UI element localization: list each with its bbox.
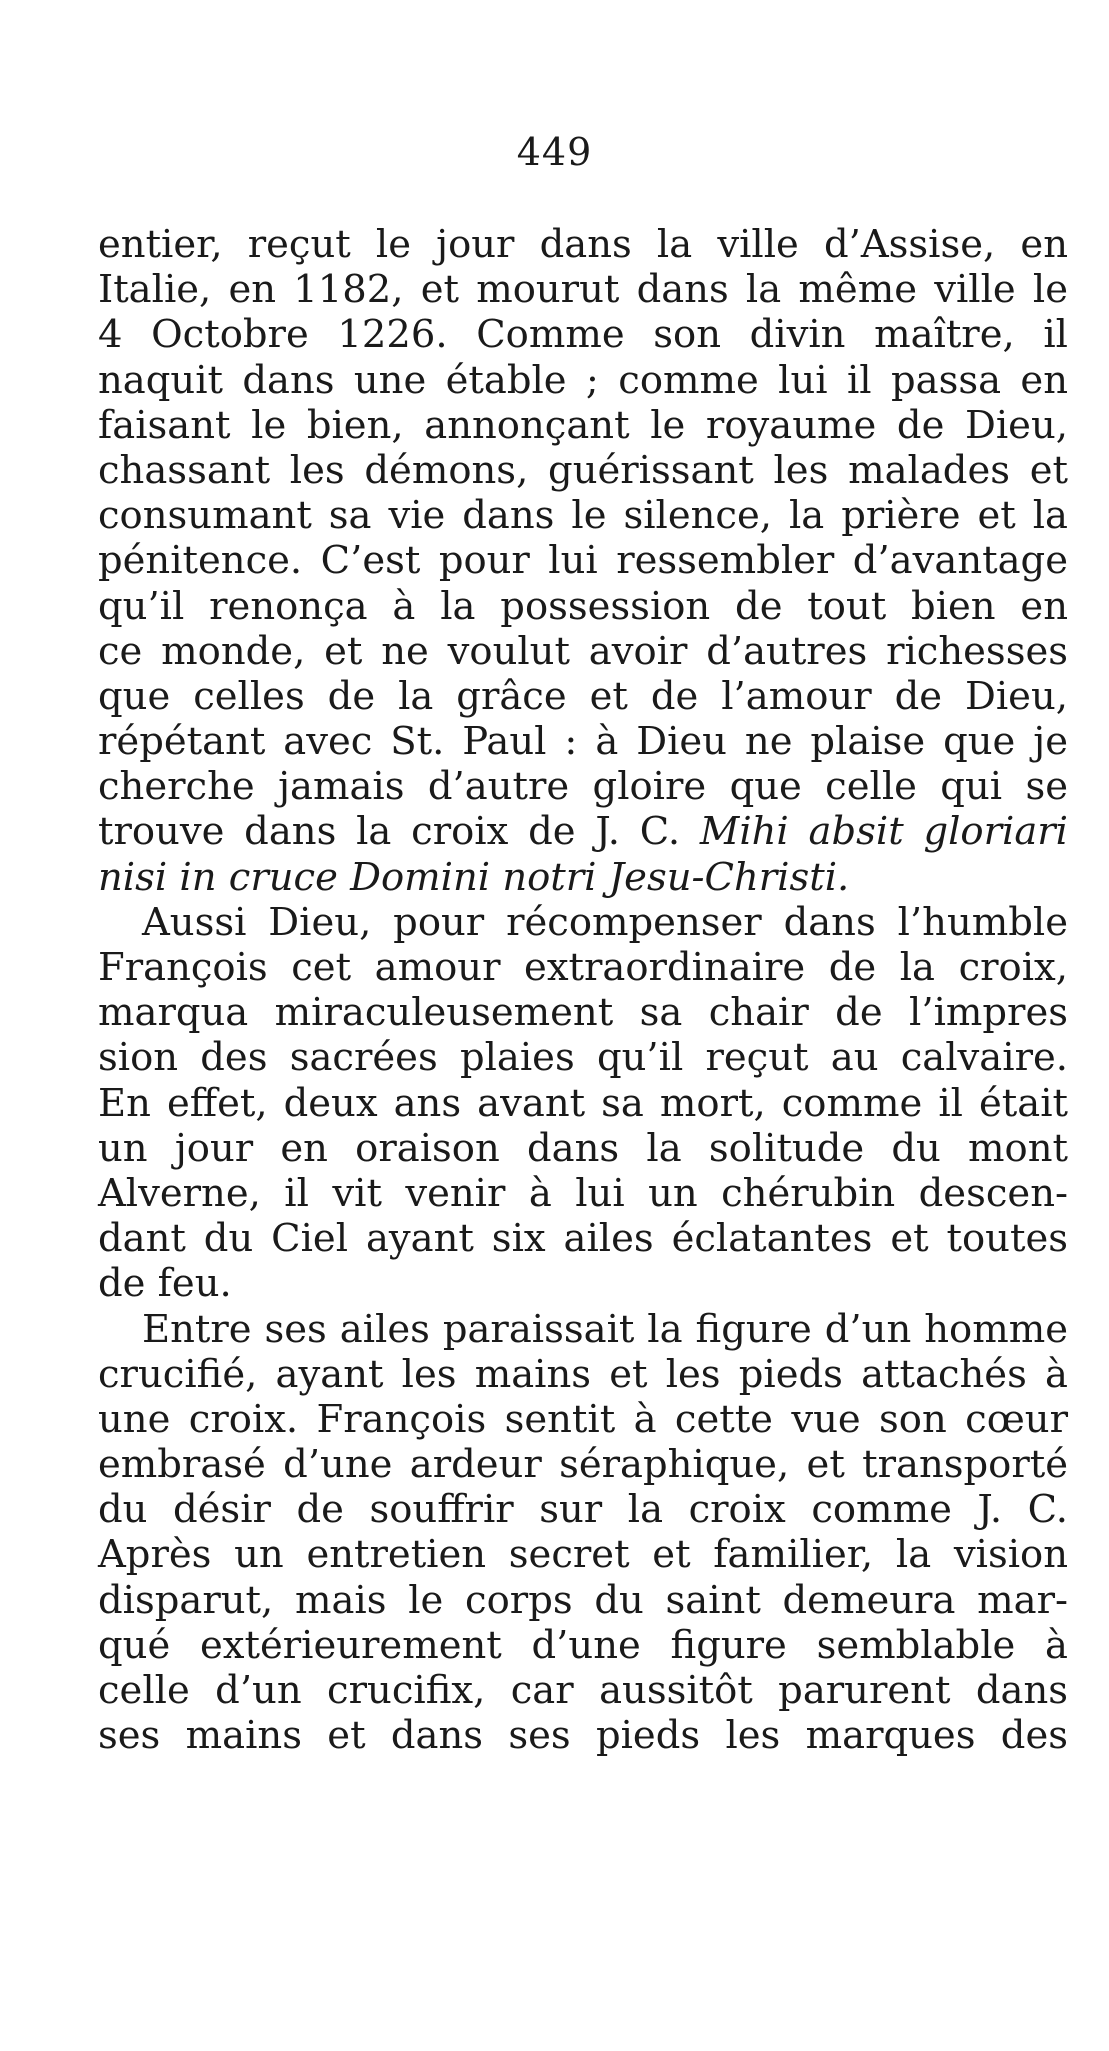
- text-line: [98, 1307, 1068, 1352]
- text-line-roman: crucifié, ayant les mains et les pieds attachés à: [98, 1351, 1068, 1397]
- paragraph: [98, 1307, 1068, 1759]
- text-line-roman: de feu.: [98, 1261, 232, 1307]
- text-line-roman: En effet, deux ans avant sa mort, comme il était: [98, 1080, 1068, 1126]
- text-line-roman: Alverne, il vit venir à lui un chérubin descen-: [98, 1170, 1068, 1216]
- text-line-roman: naquit dans une étable ; comme lui il passa en: [98, 357, 1068, 403]
- text-line-roman: François cet amour extraordinaire de la croix,: [98, 945, 1068, 990]
- text-line: [98, 674, 1068, 719]
- text-line: [98, 1081, 1068, 1126]
- text-line-roman: marqua miraculeusement sa chair de l’impres: [98, 990, 1068, 1036]
- text-line-roman: 4 Octobre 1226. Comme son divin maître, il: [98, 312, 1068, 358]
- text-line: [98, 448, 1068, 493]
- text-line: [98, 1668, 1068, 1713]
- latin-quotation: nisi in cruce Domini notri Jesu-Christi.: [98, 854, 850, 900]
- text-line-roman: celle d’un crucifix, car aussitôt parurent dans: [98, 1668, 1068, 1713]
- text-line-roman: pénitence. C’est pour lui ressembler d’avantage: [98, 538, 1068, 584]
- text-line: [98, 1126, 1068, 1171]
- text-line: [98, 1216, 1068, 1261]
- body-text: [98, 222, 1068, 1758]
- text-line-roman: Aussi Dieu, pour récompenser dans l’humble: [142, 899, 1068, 945]
- text-line-roman: que celles de la grâce et de l’amour de Dieu,: [98, 673, 1068, 719]
- text-line: [98, 312, 1068, 357]
- text-line: [98, 764, 1068, 809]
- text-line: [98, 1442, 1068, 1487]
- text-line-roman: dant du Ciel ayant six ailes éclatantes et toutes: [98, 1216, 1068, 1262]
- paragraph: [98, 900, 1068, 1307]
- text-line-roman: Après un entretien secret et familier, la vision: [98, 1532, 1068, 1578]
- text-line: [98, 267, 1068, 312]
- text-line-roman: consumant sa vie dans le silence, la prière et la: [98, 493, 1068, 539]
- text-line-roman: ce monde, et ne voulut avoir d’autres richesses: [98, 628, 1068, 674]
- text-line-roman: embrasé d’une ardeur séraphique, et transporté: [98, 1442, 1068, 1488]
- text-line-roman: sion des sacrées plaies qu’il reçut au calvaire.: [98, 1035, 1068, 1081]
- text-line-roman: faisant le bien, annonçant le royaume de Dieu,: [98, 402, 1068, 448]
- text-line-roman: trouve dans la croix de J. C.: [98, 809, 700, 855]
- text-line-roman: Italie, en 1182, et mourut dans la même ville le: [98, 267, 1068, 313]
- text-line: [98, 1261, 1068, 1306]
- text-line: [98, 629, 1068, 674]
- text-line-roman: qué extérieurement d’une figure semblable à: [98, 1622, 1068, 1668]
- text-line: [98, 1532, 1068, 1577]
- text-line: [98, 358, 1068, 403]
- text-line: [98, 1713, 1068, 1758]
- page-number: 449: [516, 130, 593, 174]
- text-line-roman: cherche jamais d’autre gloire que celle qui se: [98, 764, 1068, 810]
- text-line: [98, 1352, 1068, 1397]
- text-line: [98, 1623, 1068, 1668]
- text-line: [98, 900, 1068, 945]
- text-line: [98, 584, 1068, 629]
- paragraph: [98, 222, 1068, 900]
- text-line: [98, 990, 1068, 1035]
- text-line-roman: un jour en oraison dans la solitude du mont: [98, 1125, 1068, 1171]
- text-line: [98, 1171, 1068, 1216]
- text-line: [98, 538, 1068, 583]
- text-line-roman: chassant les démons, guérissant les malades et: [98, 447, 1068, 493]
- text-line: [98, 222, 1068, 267]
- text-line: [98, 1397, 1068, 1442]
- text-line-roman: qu’il renonça à la possession de tout bien en: [98, 583, 1068, 629]
- text-line: [98, 1487, 1068, 1532]
- text-line-roman: entier, reçut le jour dans la ville d’Assise, en: [98, 222, 1068, 267]
- text-line: [98, 493, 1068, 538]
- text-line-roman: du désir de souffrir sur la croix comme J. C.: [98, 1487, 1068, 1533]
- text-line-roman: répétant avec St. Paul : à Dieu ne plaise que je: [98, 719, 1068, 765]
- text-line: [98, 855, 1068, 900]
- text-line-roman: une croix. François sentit à cette vue son cœur: [98, 1396, 1068, 1442]
- text-line: [98, 945, 1068, 990]
- text-line-roman: ses mains et dans ses pieds les marques des: [98, 1713, 1068, 1759]
- text-line: [98, 1035, 1068, 1080]
- text-line: [98, 719, 1068, 764]
- text-line: [98, 809, 1068, 854]
- text-line: [98, 403, 1068, 448]
- text-line: [98, 1578, 1068, 1623]
- text-line-roman: disparut, mais le corps du saint demeura mar-: [98, 1577, 1068, 1623]
- text-line-roman: Entre ses ailes paraissait la figure d’un homme: [142, 1306, 1068, 1352]
- latin-quotation: Mihi absit gloriari: [699, 809, 1068, 855]
